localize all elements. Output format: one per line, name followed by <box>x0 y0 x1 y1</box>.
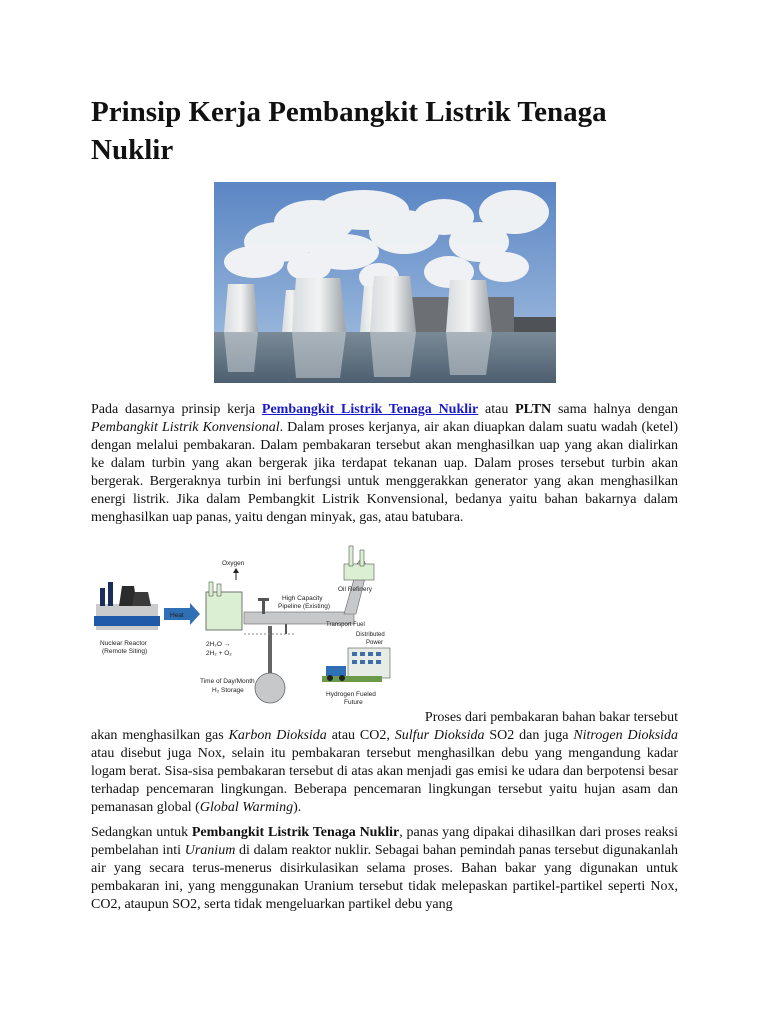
equation-line-1: 2H₂O → <box>206 641 231 648</box>
pltn-link[interactable]: Pembangkit Listrik Tenaga Nuklir <box>261 402 479 417</box>
pipeline-label-2: Pipeline (Existing) <box>278 603 331 610</box>
oxygen-label: Oxygen <box>222 560 245 567</box>
energy-flow-diagram-graphic <box>94 542 396 718</box>
storage-label-2: H₂ Storage <box>212 687 244 694</box>
hydrogen-label-1: Hydrogen Fueled <box>326 691 376 698</box>
reactor-label-1: Nuclear Reactor <box>100 640 147 647</box>
oil-refinery-label: Oil Refinery <box>338 586 372 593</box>
power-plant-photo <box>214 182 556 383</box>
distributed-label-1: Distributed <box>356 632 385 638</box>
cooling-towers-image <box>214 182 556 383</box>
paragraph-nuclear: Sedangkan untuk Pembangkit Listrik Tenaga Nuklir, panas yang dipakai dihasilkan dari proses reaksi pembelahan inti Uranium di dalam reaktor nuklir. Sebagai bahan pemindah panas tersebut digunakanlah air yang secara terus-menerus disirkulasikan selama proses. Bahan bakar yang digunakan untuk pembakaran ini, yang menggunakan Uranium tersebut tidak melepaskan partikel-partikel seperti Nox, CO2, ataupun SO2, serta tidak mengeluarkan partikel debu yang <box>91 825 678 912</box>
reactor-label-2: (Remote Siting) <box>102 648 148 655</box>
storage-label-1: Time of Day/Month <box>200 678 255 685</box>
transport-fuel-label: Transport Fuel <box>326 622 365 628</box>
heat-label: Heat <box>170 612 184 619</box>
hydrogen-label-2: Future <box>344 699 363 706</box>
paragraph-emissions-first-line: Proses dari pembakaran bahan bakar tersebut <box>424 710 678 725</box>
paragraph-intro: Pada dasarnya prinsip kerja Pembangkit Listrik Tenaga Nuklir atau PLTN sama halnya dengan Pembangkit Listrik Konvensional. Dalam proses kerjanya, air akan diuapkan dalam suatu wadah (ketel) dengan melalui pembakaran. Dalam pembakaran tersebut akan menghasilkan uap yang akan dialirkan ke dalam turbin yang akan bergerak jika terdapat tekanan uap. Dalam proses tersebut turbin akan bergerak. Bergeraknya turbin ini berfungsi untuk menggerakkan generator yang akan menghasilkan energi listrik. Jika dalam Pembangkit Listrik Konvensional, bedanya yaitu bahan bakarnya dalam menghasilkan uap panas, yaitu dengan minyak, gas, atau batubara. <box>91 402 678 525</box>
hydrogen-energy-diagram <box>94 542 396 718</box>
equation-line-2: 2H₂ + O₂ <box>206 650 232 657</box>
paragraph-emissions: akan menghasilkan gas Karbon Dioksida atau CO2, Sulfur Dioksida SO2 dan juga Nitrogen Dioksida atau disebut juga Nox, selain itu pembakaran tersebut menghasilkan debu yang mengandung kadar logam berat. Sisa-sisa pembakaran tersebut di atas akan menjadi gas emisi ke udara dan berpotensi besar terhadap pencemaran lingkungan. Beberapa pencemaran lingkungan tersebut yaitu hujan asam dan pemanasan global (Global Warming). <box>91 728 679 815</box>
pipeline-label-1: High Capacity <box>282 595 323 602</box>
page-title: Prinsip Kerja Pembangkit Listrik Tenaga Nuklir <box>91 96 607 166</box>
distributed-label-2: Power <box>366 640 384 646</box>
